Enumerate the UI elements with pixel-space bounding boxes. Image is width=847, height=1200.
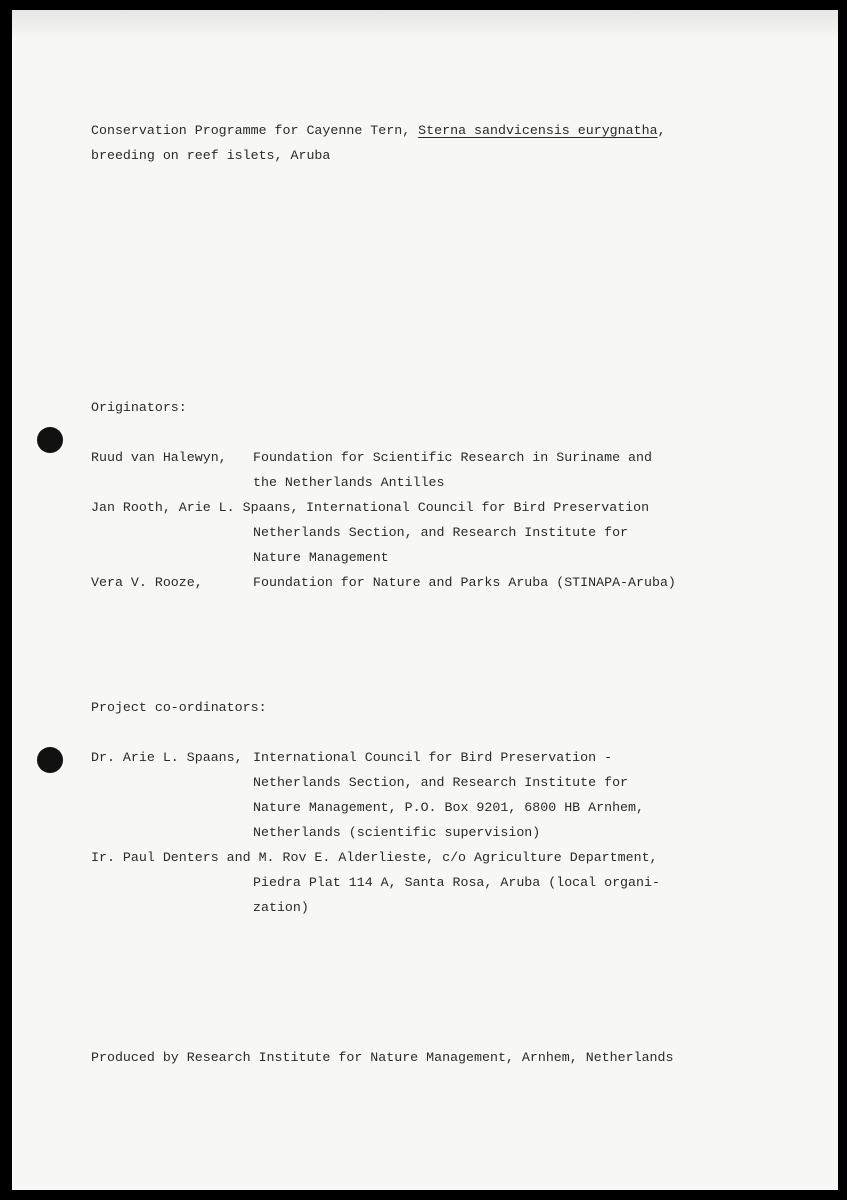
title-text: Conservation Programme for Cayenne Tern, bbox=[91, 123, 411, 138]
originator-affiliation: International Council for Bird Preservation bbox=[306, 500, 650, 515]
originators-heading: Originators: bbox=[91, 400, 187, 415]
originator-affiliation: Nature Management bbox=[253, 550, 389, 565]
coordinators-heading: Project co-ordinators: bbox=[91, 700, 267, 715]
originator-affiliation: Foundation for Nature and Parks Aruba (STINAPA-Aruba) bbox=[253, 575, 676, 590]
originator-affiliation: Netherlands Section, and Research Institute for bbox=[253, 525, 629, 540]
coordinator-affiliation: zation) bbox=[253, 900, 309, 915]
title-comma: , bbox=[657, 123, 666, 138]
species-name: Sterna sandvicensis eurygnatha bbox=[418, 123, 658, 138]
coordinator-affiliation: Piedra Plat 114 A, Santa Rosa, Aruba (local organi- bbox=[253, 875, 660, 890]
producer-footer: Produced by Research Institute for Nature Management, Arnhem, Netherlands bbox=[91, 1050, 674, 1065]
originator-affiliation: the Netherlands Antilles bbox=[253, 475, 445, 490]
coordinator-name: Dr. Arie L. Spaans, bbox=[91, 750, 243, 765]
coordinator-name: Ir. Paul Denters and M. Rov E. Alderlieste, c/o Agriculture Department, bbox=[91, 850, 658, 865]
coordinator-affiliation: Netherlands Section, and Research Institute for bbox=[253, 775, 629, 790]
document-page bbox=[12, 10, 838, 1190]
coordinator-affiliation: Netherlands (scientific supervision) bbox=[253, 825, 541, 840]
title-line-2: breeding on reef islets, Aruba bbox=[91, 148, 331, 163]
coordinator-affiliation: International Council for Bird Preservation - bbox=[253, 750, 613, 765]
title-line-1 bbox=[91, 123, 666, 139]
coordinator-affiliation: Nature Management, P.O. Box 9201, 6800 HB Arnhem, bbox=[253, 800, 644, 815]
punch-hole bbox=[37, 747, 63, 773]
originator-name: Ruud van Halewyn, bbox=[91, 450, 227, 465]
originator-name: Jan Rooth, Arie L. Spaans, bbox=[91, 500, 299, 515]
punch-hole bbox=[37, 427, 63, 453]
originator-name: Vera V. Rooze, bbox=[91, 575, 203, 590]
originator-affiliation: Foundation for Scientific Research in Suriname and bbox=[253, 450, 652, 465]
scan-shadow bbox=[12, 10, 838, 40]
